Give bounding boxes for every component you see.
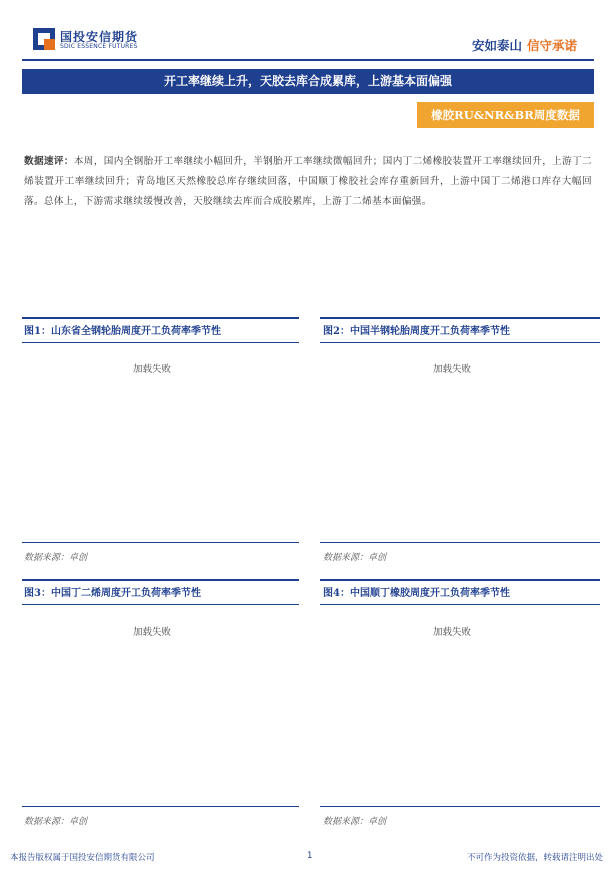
figure-top-rule [320,317,600,319]
figure-2-load-failed: 加载失败 [433,364,472,375]
summary-lead: 数据速评： [24,156,74,167]
footer-copyright: 本报告版权属于国投安信期货有限公司 [10,853,155,863]
figure-2-title: 图2：中国半钢轮胎周度开工负荷率季节性 [323,326,510,337]
figure-bottom-rule [320,542,600,543]
figure-3-title: 图3：中国丁二烯周度开工负荷率季节性 [24,588,201,599]
company-name: 国投安信期货 [60,30,139,44]
report-title: 开工率继续上升，天胶去库合成累库，上游基本面偏强 [22,69,594,94]
figure-1-source: 数据来源：卓创 [24,553,88,563]
slogan [472,36,577,54]
figure-bottom-rule [22,806,299,807]
figure-title-underline [22,604,299,605]
header-divider [22,59,594,61]
figure-title-underline [22,342,299,343]
figure-bottom-rule [22,542,299,543]
company-logo-icon [33,28,55,50]
figure-4-title: 图4：中国顺丁橡胶周度开工负荷率季节性 [323,588,510,599]
figure-title-underline [320,342,600,343]
figure-3-source: 数据来源：卓创 [24,817,88,827]
figure-1-load-failed: 加载失败 [133,364,172,375]
footer-disclaimer: 不可作为投资依据，转载请注明出处 [466,853,603,863]
company-name-en: SDIC ESSENCE FUTURES [60,43,138,50]
figure-4-source: 数据来源：卓创 [323,817,387,827]
summary-body: 本周，国内全钢胎开工率继续小幅回升，半钢胎开工率继续微幅回升；国内丁二烯橡胶装置开工率继续回升，上游丁二烯装置开工率继续回升；青岛地区天然橡胶总库存继续回落，中国顺丁橡胶社会库存重新回升，上游中国丁二烯港口库存大幅回落。总体上，下游需求继续缓慢改善，天胶继续去库而合成胶累库，上游丁二烯基本面偏强。 [24,156,592,207]
figure-2-source: 数据来源：卓创 [323,553,387,563]
figure-4-load-failed: 加载失败 [433,627,472,638]
data-summary [24,152,592,212]
report-tag: 橡胶RU&NR&BR周度数据 [417,102,594,128]
figure-1-title: 图1：山东省全钢轮胎周度开工负荷率季节性 [24,326,221,337]
figure-3-load-failed: 加载失败 [133,627,172,638]
figure-title-underline [320,604,600,605]
figure-top-rule [320,579,600,581]
figure-top-rule [22,317,299,319]
slogan-part2: 信守承诺 [526,38,577,53]
page-number: 1 [307,851,313,861]
slogan-part1: 安如泰山 [471,38,522,53]
figure-top-rule [22,579,299,581]
figure-bottom-rule [320,806,600,807]
